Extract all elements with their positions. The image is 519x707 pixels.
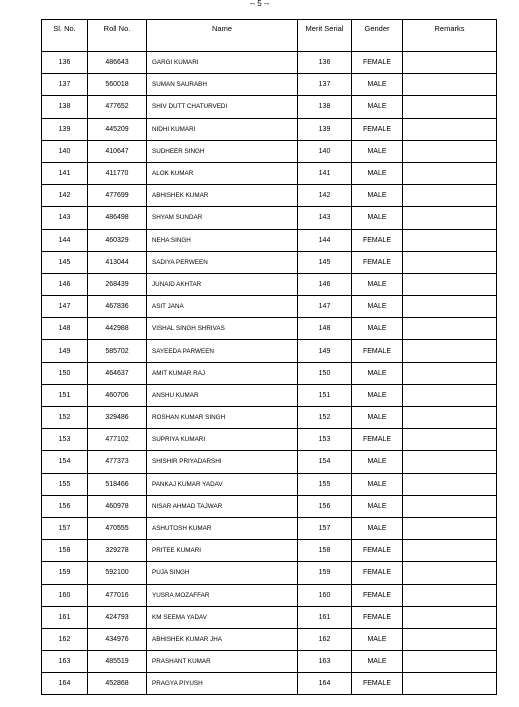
cell-remarks (403, 296, 497, 318)
table-row (42, 407, 497, 429)
table-row (42, 473, 497, 495)
cell-merit-serial: 140 (298, 140, 352, 162)
cell-sl-no: 161 (42, 606, 88, 628)
cell-roll-no: 413044 (88, 251, 147, 273)
cell-name: SADIYA PERWEEN (147, 251, 298, 273)
cell-name: PRITEE KUMARI (147, 540, 298, 562)
cell-sl-no: 152 (42, 407, 88, 429)
cell-merit-serial: 139 (298, 118, 352, 140)
cell-merit-serial: 157 (298, 517, 352, 539)
table-row (42, 140, 497, 162)
cell-sl-no: 144 (42, 229, 88, 251)
cell-remarks (403, 185, 497, 207)
cell-gender: FEMALE (352, 251, 403, 273)
cell-name: PRASHANT KUMAR (147, 651, 298, 673)
cell-roll-no: 477016 (88, 584, 147, 606)
cell-gender: FEMALE (352, 540, 403, 562)
page-number: -- 5 -- (249, 0, 270, 8)
cell-name: SHYAM SUNDAR (147, 207, 298, 229)
cell-remarks (403, 162, 497, 184)
cell-sl-no: 153 (42, 429, 88, 451)
table-row (42, 673, 497, 695)
cell-roll-no: 268439 (88, 273, 147, 295)
cell-roll-no: 445209 (88, 118, 147, 140)
cell-gender: MALE (352, 96, 403, 118)
cell-gender: MALE (352, 473, 403, 495)
cell-sl-no: 149 (42, 340, 88, 362)
cell-merit-serial: 146 (298, 273, 352, 295)
cell-roll-no: 424793 (88, 606, 147, 628)
cell-roll-no: 329486 (88, 407, 147, 429)
cell-gender: MALE (352, 495, 403, 517)
cell-remarks (403, 429, 497, 451)
cell-name: ANSHU KUMAR (147, 384, 298, 406)
cell-merit-serial: 151 (298, 384, 352, 406)
cell-roll-no: 460329 (88, 229, 147, 251)
cell-merit-serial: 158 (298, 540, 352, 562)
cell-remarks (403, 384, 497, 406)
cell-remarks (403, 251, 497, 273)
table-row (42, 651, 497, 673)
cell-name: SUPRIYA KUMARI (147, 429, 298, 451)
cell-remarks (403, 74, 497, 96)
cell-merit-serial: 150 (298, 362, 352, 384)
cell-remarks (403, 517, 497, 539)
table-row (42, 296, 497, 318)
cell-roll-no: 486643 (88, 52, 147, 74)
cell-roll-no: 434976 (88, 628, 147, 650)
table-row (42, 251, 497, 273)
cell-roll-no: 452868 (88, 673, 147, 695)
cell-merit-serial: 149 (298, 340, 352, 362)
cell-gender: MALE (352, 517, 403, 539)
cell-roll-no: 477373 (88, 451, 147, 473)
cell-sl-no: 159 (42, 562, 88, 584)
table-row (42, 384, 497, 406)
cell-gender: MALE (352, 362, 403, 384)
cell-name: JUNAID AKHTAR (147, 273, 298, 295)
cell-roll-no: 329278 (88, 540, 147, 562)
cell-remarks (403, 451, 497, 473)
cell-merit-serial: 144 (298, 229, 352, 251)
table-row (42, 495, 497, 517)
cell-remarks (403, 140, 497, 162)
cell-roll-no: 518466 (88, 473, 147, 495)
cell-sl-no: 162 (42, 628, 88, 650)
cell-remarks (403, 118, 497, 140)
cell-sl-no: 154 (42, 451, 88, 473)
cell-name: NIDHI KUMARI (147, 118, 298, 140)
cell-remarks (403, 52, 497, 74)
cell-sl-no: 143 (42, 207, 88, 229)
header-remarks: Remarks (403, 20, 497, 52)
cell-sl-no: 158 (42, 540, 88, 562)
cell-name: ASIT JANA (147, 296, 298, 318)
cell-roll-no: 460706 (88, 384, 147, 406)
cell-remarks (403, 273, 497, 295)
cell-roll-no: 592100 (88, 562, 147, 584)
cell-roll-no: 585702 (88, 340, 147, 362)
cell-merit-serial: 148 (298, 318, 352, 340)
cell-gender: FEMALE (352, 562, 403, 584)
cell-sl-no: 151 (42, 384, 88, 406)
cell-remarks (403, 207, 497, 229)
table-row (42, 162, 497, 184)
cell-remarks (403, 584, 497, 606)
cell-gender: MALE (352, 384, 403, 406)
cell-gender: FEMALE (352, 52, 403, 74)
cell-name: SHIV DUTT CHATURVEDI (147, 96, 298, 118)
cell-merit-serial: 152 (298, 407, 352, 429)
cell-gender: FEMALE (352, 606, 403, 628)
cell-gender: MALE (352, 185, 403, 207)
table-header-row (42, 20, 497, 52)
cell-remarks (403, 407, 497, 429)
cell-sl-no: 146 (42, 273, 88, 295)
cell-merit-serial: 164 (298, 673, 352, 695)
cell-name: ABHISHEK KUMAR (147, 185, 298, 207)
cell-roll-no: 410647 (88, 140, 147, 162)
cell-name: AMIT KUMAR RAJ (147, 362, 298, 384)
table-row (42, 606, 497, 628)
cell-remarks (403, 651, 497, 673)
cell-name: GARGI KUMARI (147, 52, 298, 74)
header-gender: Gender (352, 20, 403, 52)
table-row (42, 540, 497, 562)
cell-gender: MALE (352, 296, 403, 318)
cell-sl-no: 141 (42, 162, 88, 184)
cell-gender: FEMALE (352, 673, 403, 695)
cell-gender: MALE (352, 451, 403, 473)
cell-name: SUDHEER SINGH (147, 140, 298, 162)
cell-name: SAYEEDA PARWEEN (147, 340, 298, 362)
cell-merit-serial: 154 (298, 451, 352, 473)
cell-merit-serial: 163 (298, 651, 352, 673)
cell-roll-no: 486498 (88, 207, 147, 229)
cell-roll-no: 477652 (88, 96, 147, 118)
cell-roll-no: 560018 (88, 74, 147, 96)
cell-name: SUMAN SAURABH (147, 74, 298, 96)
cell-sl-no: 145 (42, 251, 88, 273)
table-row (42, 273, 497, 295)
table-row (42, 451, 497, 473)
cell-merit-serial: 143 (298, 207, 352, 229)
table-body (42, 52, 497, 695)
cell-name: ABHISHEK KUMAR JHA (147, 628, 298, 650)
cell-sl-no: 139 (42, 118, 88, 140)
cell-roll-no: 411770 (88, 162, 147, 184)
cell-remarks (403, 340, 497, 362)
cell-roll-no: 464637 (88, 362, 147, 384)
table-row (42, 562, 497, 584)
cell-merit-serial: 156 (298, 495, 352, 517)
cell-remarks (403, 229, 497, 251)
cell-sl-no: 163 (42, 651, 88, 673)
table-row (42, 362, 497, 384)
cell-gender: MALE (352, 651, 403, 673)
cell-roll-no: 467836 (88, 296, 147, 318)
cell-name: ROSHAN KUMAR SINGH (147, 407, 298, 429)
cell-merit-serial: 137 (298, 74, 352, 96)
table-row (42, 52, 497, 74)
cell-name: KM SEEMA YADAV (147, 606, 298, 628)
cell-merit-serial: 145 (298, 251, 352, 273)
cell-roll-no: 470555 (88, 517, 147, 539)
cell-sl-no: 148 (42, 318, 88, 340)
table-row (42, 628, 497, 650)
cell-name: ASHUTOSH KUMAR (147, 517, 298, 539)
cell-merit-serial: 159 (298, 562, 352, 584)
cell-gender: FEMALE (352, 340, 403, 362)
cell-remarks (403, 562, 497, 584)
cell-merit-serial: 162 (298, 628, 352, 650)
cell-name: ALOK KUMAR (147, 162, 298, 184)
cell-merit-serial: 155 (298, 473, 352, 495)
cell-sl-no: 142 (42, 185, 88, 207)
candidate-table (41, 19, 497, 695)
cell-merit-serial: 147 (298, 296, 352, 318)
cell-gender: MALE (352, 74, 403, 96)
cell-remarks (403, 628, 497, 650)
cell-gender: MALE (352, 162, 403, 184)
cell-name: SHISHIR PRIYADARSHI (147, 451, 298, 473)
cell-merit-serial: 160 (298, 584, 352, 606)
cell-merit-serial: 141 (298, 162, 352, 184)
cell-gender: MALE (352, 273, 403, 295)
table-row (42, 517, 497, 539)
cell-roll-no: 477102 (88, 429, 147, 451)
cell-sl-no: 136 (42, 52, 88, 74)
cell-remarks (403, 540, 497, 562)
cell-sl-no: 157 (42, 517, 88, 539)
table-row (42, 74, 497, 96)
cell-gender: MALE (352, 207, 403, 229)
cell-sl-no: 155 (42, 473, 88, 495)
table-row (42, 207, 497, 229)
cell-sl-no: 156 (42, 495, 88, 517)
cell-sl-no: 150 (42, 362, 88, 384)
cell-merit-serial: 153 (298, 429, 352, 451)
cell-name: PANKAJ KUMAR YADAV (147, 473, 298, 495)
cell-gender: MALE (352, 140, 403, 162)
table-row (42, 118, 497, 140)
cell-name: NEHA SINGH (147, 229, 298, 251)
cell-gender: FEMALE (352, 229, 403, 251)
cell-roll-no: 477699 (88, 185, 147, 207)
cell-merit-serial: 142 (298, 185, 352, 207)
cell-remarks (403, 318, 497, 340)
cell-sl-no: 147 (42, 296, 88, 318)
header-roll-no: Roll No. (88, 20, 147, 52)
cell-name: NISAR AHMAD TAJWAR (147, 495, 298, 517)
cell-merit-serial: 136 (298, 52, 352, 74)
cell-roll-no: 485519 (88, 651, 147, 673)
cell-sl-no: 164 (42, 673, 88, 695)
cell-gender: MALE (352, 318, 403, 340)
cell-gender: FEMALE (352, 118, 403, 140)
cell-gender: MALE (352, 628, 403, 650)
table-row (42, 340, 497, 362)
cell-remarks (403, 673, 497, 695)
cell-name: PRAGYA PIYUSH (147, 673, 298, 695)
cell-name: PUJA SINGH (147, 562, 298, 584)
cell-gender: FEMALE (352, 584, 403, 606)
header-sl-no: Sl. No. (42, 20, 88, 52)
cell-roll-no: 442988 (88, 318, 147, 340)
cell-gender: MALE (352, 407, 403, 429)
cell-sl-no: 160 (42, 584, 88, 606)
cell-merit-serial: 138 (298, 96, 352, 118)
cell-name: YUSRA MOZAFFAR (147, 584, 298, 606)
table-row (42, 96, 497, 118)
table-row (42, 185, 497, 207)
cell-remarks (403, 606, 497, 628)
cell-sl-no: 137 (42, 74, 88, 96)
cell-sl-no: 138 (42, 96, 88, 118)
table-row (42, 429, 497, 451)
cell-gender: FEMALE (352, 429, 403, 451)
table-row (42, 584, 497, 606)
cell-remarks (403, 495, 497, 517)
cell-merit-serial: 161 (298, 606, 352, 628)
table-row (42, 318, 497, 340)
cell-roll-no: 460978 (88, 495, 147, 517)
cell-remarks (403, 473, 497, 495)
cell-sl-no: 140 (42, 140, 88, 162)
cell-remarks (403, 362, 497, 384)
cell-remarks (403, 96, 497, 118)
cell-name: VISHAL SINGH SHRIVAS (147, 318, 298, 340)
header-merit-serial: Merit Serial (298, 20, 352, 52)
header-name: Name (147, 20, 298, 52)
table-row (42, 229, 497, 251)
